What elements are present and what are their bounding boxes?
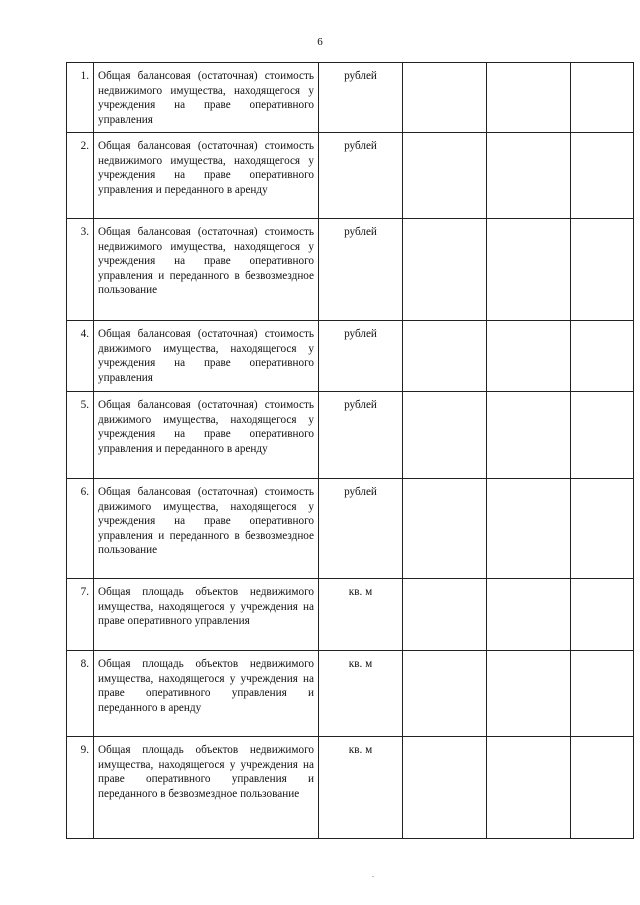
table-row bbox=[67, 479, 634, 579]
row-number: 3. bbox=[67, 219, 94, 321]
row-number: 8. bbox=[67, 651, 94, 737]
indicator-name: Общая площадь объектов недвижимого имущества, находящегося у учреждения на праве оперативного управления bbox=[94, 579, 319, 651]
row-number: 9. bbox=[67, 737, 94, 839]
table-row bbox=[67, 579, 634, 651]
value-cell bbox=[487, 219, 571, 321]
value-cell bbox=[403, 479, 487, 579]
value-cell bbox=[487, 579, 571, 651]
table-row bbox=[67, 392, 634, 479]
value-cell bbox=[487, 63, 571, 133]
value-cell bbox=[571, 737, 634, 839]
value-cell bbox=[571, 219, 634, 321]
value-cell bbox=[571, 133, 634, 219]
value-cell bbox=[403, 392, 487, 479]
row-number: 7. bbox=[67, 579, 94, 651]
value-cell bbox=[487, 321, 571, 392]
value-cell bbox=[403, 63, 487, 133]
unit-of-measure: кв. м bbox=[319, 579, 403, 651]
indicator-name: Общая балансовая (остаточная) стоимость недвижимого имущества, находящегося у учреждения на праве оперативного управления bbox=[94, 63, 319, 133]
value-cell bbox=[403, 579, 487, 651]
row-number: 5. bbox=[67, 392, 94, 479]
value-cell bbox=[487, 133, 571, 219]
value-cell bbox=[403, 737, 487, 839]
unit-of-measure: кв. м bbox=[319, 651, 403, 737]
row-number: 6. bbox=[67, 479, 94, 579]
indicator-name: Общая балансовая (остаточная) стоимость движимого имущества, находящегося у учреждения на праве оперативного управления и переданного в аренду bbox=[94, 392, 319, 479]
value-cell bbox=[571, 392, 634, 479]
value-cell bbox=[403, 651, 487, 737]
indicator-name: Общая балансовая (остаточная) стоимость недвижимого имущества, находящегося у учреждения на праве оперативного управления и переданного в аренду bbox=[94, 133, 319, 219]
value-cell bbox=[487, 392, 571, 479]
page-number: 6 bbox=[317, 36, 323, 48]
row-number: 1. bbox=[67, 63, 94, 133]
indicator-name: Общая балансовая (остаточная) стоимость движимого имущества, находящегося у учреждения на праве оперативного управления bbox=[94, 321, 319, 392]
unit-of-measure: рублей bbox=[319, 392, 403, 479]
unit-of-measure: рублей bbox=[319, 219, 403, 321]
value-cell bbox=[487, 651, 571, 737]
table-row bbox=[67, 133, 634, 219]
table-row bbox=[67, 219, 634, 321]
indicator-name: Общая площадь объектов недвижимого имущества, находящегося у учреждения на праве оперативного управления и переданного в безвозмездное пользование bbox=[94, 737, 319, 839]
value-cell bbox=[403, 321, 487, 392]
value-cell bbox=[571, 479, 634, 579]
unit-of-measure: рублей bbox=[319, 133, 403, 219]
table-row bbox=[67, 737, 634, 839]
unit-of-measure: рублей bbox=[319, 63, 403, 133]
value-cell bbox=[571, 321, 634, 392]
value-cell bbox=[403, 133, 487, 219]
unit-of-measure: рублей bbox=[319, 321, 403, 392]
indicator-name: Общая балансовая (остаточная) стоимость движимого имущества, находящегося у учреждения на праве оперативного управления и переданного в безвозмездное пользование bbox=[94, 479, 319, 579]
value-cell bbox=[571, 579, 634, 651]
table-row bbox=[67, 321, 634, 392]
value-cell bbox=[571, 63, 634, 133]
row-number: 2. bbox=[67, 133, 94, 219]
table-row bbox=[67, 651, 634, 737]
value-cell bbox=[487, 737, 571, 839]
unit-of-measure: кв. м bbox=[319, 737, 403, 839]
scan-speck bbox=[372, 876, 374, 877]
table-row bbox=[67, 63, 634, 133]
indicator-name: Общая площадь объектов недвижимого имущества, находящегося у учреждения на праве оперативного управления и переданного в аренду bbox=[94, 651, 319, 737]
value-cell bbox=[571, 651, 634, 737]
value-cell bbox=[487, 479, 571, 579]
row-number: 4. bbox=[67, 321, 94, 392]
property-report-table bbox=[66, 62, 634, 839]
value-cell bbox=[403, 219, 487, 321]
indicator-name: Общая балансовая (остаточная) стоимость недвижимого имущества, находящегося у учреждения на праве оперативного управления и переданного в безвозмездное пользование bbox=[94, 219, 319, 321]
unit-of-measure: рублей bbox=[319, 479, 403, 579]
